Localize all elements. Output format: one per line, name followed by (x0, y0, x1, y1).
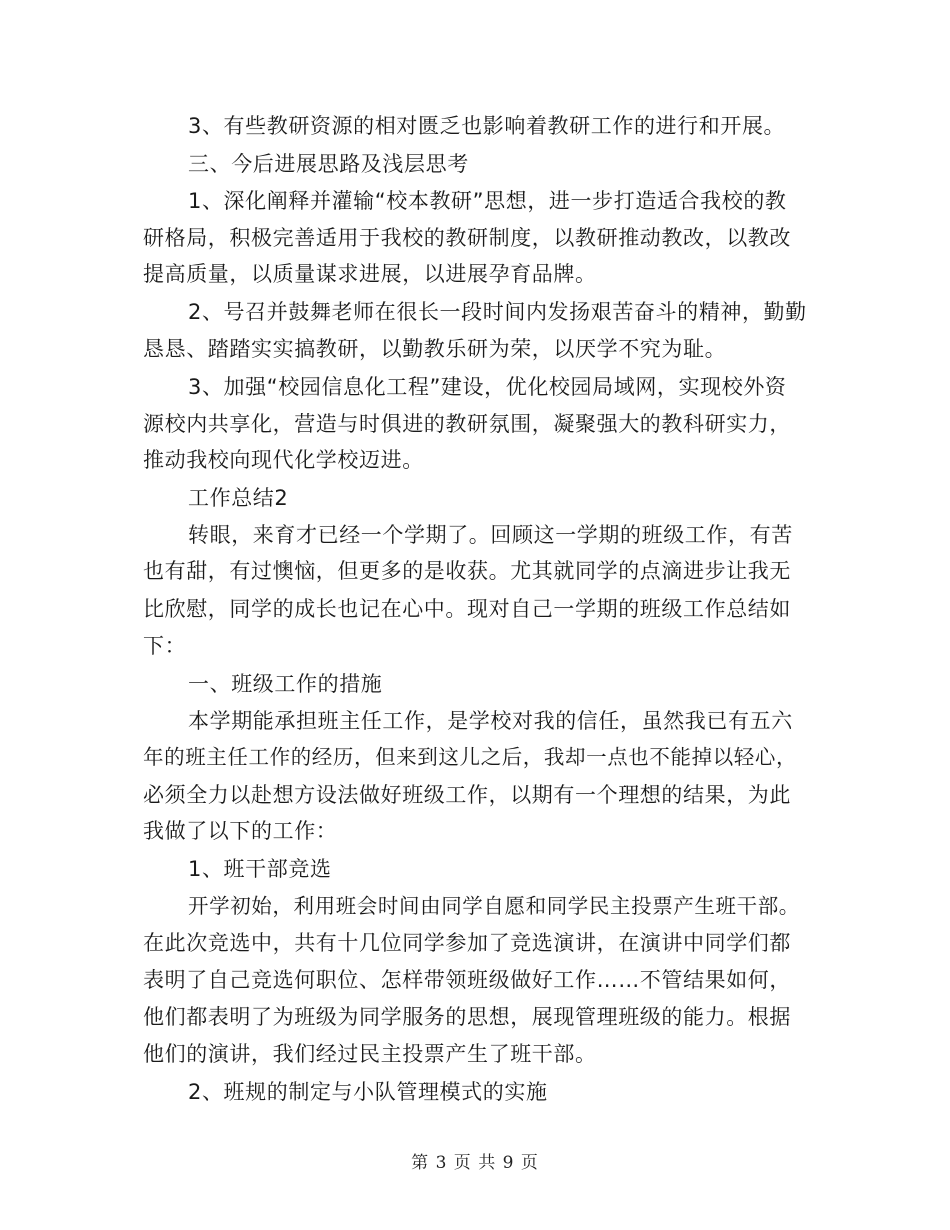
paragraph-line: 他们的演讲，我们经过民主投票产生了班干部。 (143, 1042, 597, 1066)
paragraph-line: 1、深化阐释并灌输“校本教研”思想，进一步打造适合我校的教 (188, 189, 787, 213)
paragraph-line: 在此次竞选中，共有十几位同学参加了竞选演讲，在演讲中同学们都 (143, 931, 791, 955)
paragraph-line: 他们都表明了为班级为同学服务的思想，展现管理班级的能力。根据 (143, 1005, 791, 1029)
paragraph-line: 比欣慰，同学的成长也记在心中。现对自己一学期的班级工作总结如 (143, 597, 791, 621)
section-heading: 2、班规的制定与小队管理模式的实施 (188, 1080, 548, 1104)
paragraph-line: 必须全力以赴想方设法做好班级工作，以期有一个理想的结果，为此 (143, 783, 791, 807)
paragraph-line: 下： (143, 634, 187, 658)
section-heading: 三、今后进展思路及浅层思考 (188, 152, 469, 176)
paragraph-line: 源校内共享化，营造与时俱进的教研氛围，凝聚强大的教科研实力， (143, 412, 791, 436)
section-heading: 一、班级工作的措施 (188, 672, 383, 696)
paragraph-line: 2、号召并鼓舞老师在很长一段时间内发扬艰苦奋斗的精神，勤勤 (188, 300, 807, 324)
paragraph-line: 转眼，来育才已经一个学期了。回顾这一学期的班级工作，有苦 (188, 523, 793, 547)
paragraph-line: 研格局，积极完善适用于我校的教研制度，以教研推动教改，以教改 (143, 226, 791, 250)
paragraph-line: 推动我校向现代化学校迈进。 (143, 448, 424, 472)
page-number-footer: 第 3 页 共 9 页 (411, 1153, 539, 1173)
paragraph-line: 表明了自己竞选何职位、怎样带领班级做好工作……不管结果如何， (143, 968, 791, 992)
paragraph-line: 3、有些教研资源的相对匮乏也影响着教研工作的进行和开展。 (188, 114, 786, 138)
paragraph-line: 3、加强“校园信息化工程”建设，优化校园局域网，实现校外资 (188, 375, 787, 399)
paragraph-line: 年的班主任工作的经历，但来到这儿之后，我却一点也不能掉以轻心， (143, 745, 798, 769)
paragraph-line: 恳恳、踏踏实实搞教研，以勤教乐研为荣，以厌学不究为耻。 (143, 337, 727, 361)
paragraph-line: 我做了以下的工作： (143, 819, 338, 843)
paragraph-line: 开学初始，利用班会时间由同学自愿和同学民主投票产生班干部。 (188, 894, 800, 918)
paragraph-line: 提高质量，以质量谋求进展，以进展孕育品牌。 (143, 262, 597, 286)
section-heading: 1、班干部竞选 (188, 857, 332, 881)
section-heading: 工作总结2 (188, 486, 289, 510)
paragraph-line: 也有甜，有过懊恼，但更多的是收获。尤其就同学的点滴进步让我无 (143, 559, 791, 583)
paragraph-line: 本学期能承担班主任工作，是学校对我的信任，虽然我已有五六 (188, 709, 793, 733)
